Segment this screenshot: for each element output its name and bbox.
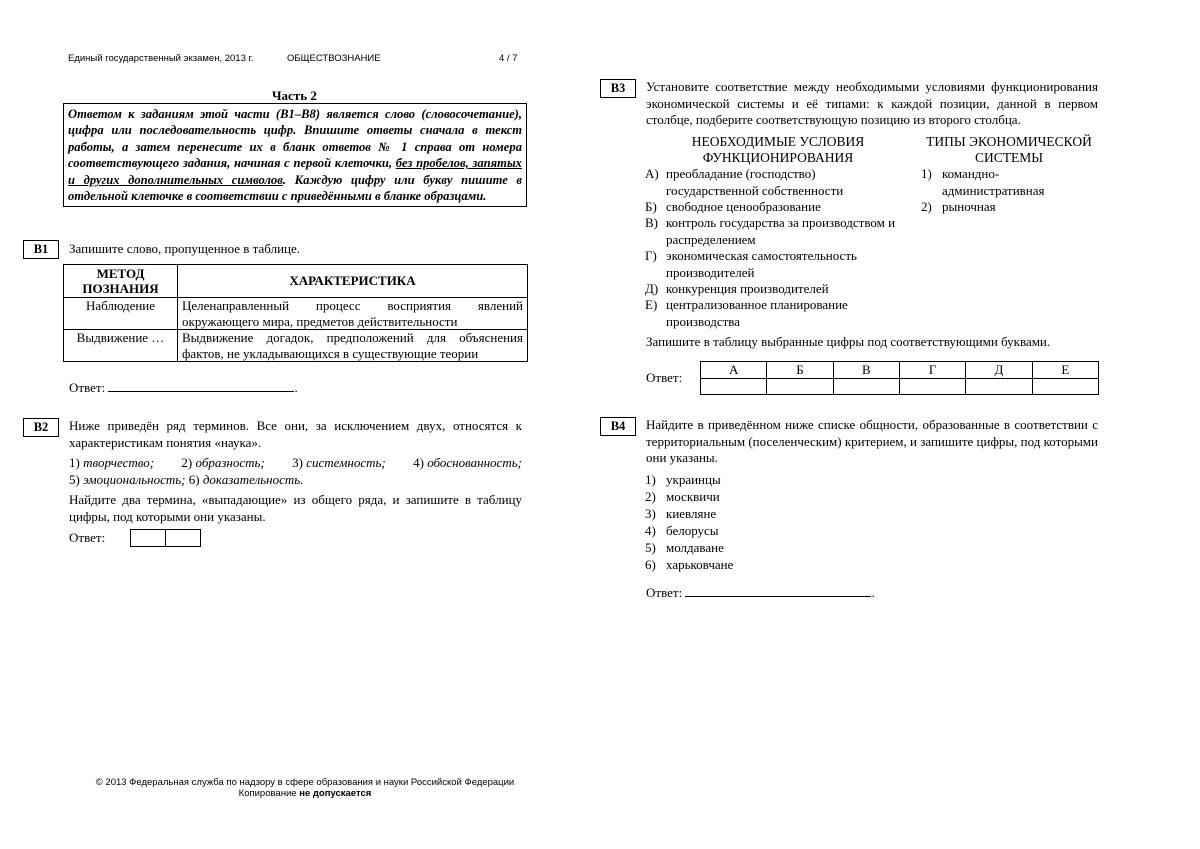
b1-row2-desc: Выдвижение догадок, предположений для объяснения фактов, не укладывающихся в существующие теории bbox=[178, 330, 528, 362]
part-title: Часть 2 bbox=[272, 88, 317, 103]
b4-item: 4) белорусы bbox=[645, 523, 719, 538]
b2-term3: системность; bbox=[306, 455, 386, 470]
b3-types-list bbox=[921, 165, 1081, 215]
b3-letter-e: Е bbox=[1032, 362, 1098, 379]
b3-type: 1) командно-административная bbox=[921, 166, 1045, 198]
b3-instruction: Запишите в таблицу выбранные цифры под соответствующими буквами. bbox=[646, 334, 1051, 349]
b2-term6: доказательность. bbox=[202, 471, 304, 487]
question-number-b4: B4 bbox=[600, 417, 636, 436]
b2-answer-boxes bbox=[130, 529, 201, 547]
b4-item: 2) москвичи bbox=[645, 489, 720, 504]
b1-row1-method: Наблюдение bbox=[64, 298, 178, 330]
b3-condition: В) контроль государства за производством и распределением bbox=[645, 215, 896, 247]
b3-answer-cell[interactable] bbox=[899, 378, 965, 394]
b2-answer-cell[interactable] bbox=[130, 529, 166, 547]
b3-letter-b: Б bbox=[767, 362, 833, 379]
subject-title: ОБЩЕСТВОЗНАНИЕ bbox=[287, 53, 381, 64]
instructions-underlined: без пробелов, запятых и других дополнительных символов bbox=[68, 156, 522, 187]
b2-answer-cell[interactable] bbox=[166, 529, 201, 547]
b2-term3-num: 3) bbox=[292, 455, 303, 470]
copyright: © 2013 Федеральная служба по надзору в сфере образования и науки Российской Федерации bbox=[95, 777, 515, 788]
b2-term2: образность; bbox=[195, 455, 265, 470]
b3-answer-cell[interactable] bbox=[701, 378, 767, 394]
b3-answer-cell[interactable] bbox=[966, 378, 1032, 394]
footer bbox=[40, 777, 570, 799]
b1-answer-field[interactable] bbox=[108, 379, 294, 392]
b2-terms bbox=[69, 455, 522, 488]
b2-term1: творчество; bbox=[83, 455, 155, 470]
b1-row2-method: Выдвижение … bbox=[64, 330, 178, 362]
b4-answer-row: Ответ: . bbox=[646, 585, 875, 600]
b4-item: 6) харьковчане bbox=[645, 557, 734, 572]
b4-item: 1) украинцы bbox=[645, 472, 721, 487]
b3-answer-table bbox=[700, 361, 1099, 395]
b3-prompt: Установите соответствие между необходимыми условиями функционирования экономической системы и её типами: к каждой позиции, данной в первом столбце, подберите соответствующую позицию из второго столбца. bbox=[646, 79, 1098, 127]
b2-prompt: Ниже приведён ряд терминов. Все они, за исключением двух, относятся к характеристикам понятия «наука». bbox=[69, 418, 522, 450]
b2-term4-num: 4) bbox=[413, 455, 424, 470]
b2-answer-label: Ответ: bbox=[69, 530, 106, 545]
b3-condition: Г) экономическая самостоятельность производителей bbox=[645, 248, 857, 280]
b4-answer-field[interactable] bbox=[685, 584, 871, 597]
b3-letter-v: В bbox=[833, 362, 899, 379]
b3-left-header: НЕОБХОДИМЫЕ УСЛОВИЯ ФУНКЦИОНИРОВАНИЯ bbox=[691, 134, 865, 165]
b3-answer-cell[interactable] bbox=[833, 378, 899, 394]
b3-type: 2) рыночная bbox=[921, 199, 996, 214]
instructions-text-1: Ответом к заданиям этой части (В1–В8) является слово (словосочетание), цифра или последовательность цифр. Впишите ответы сначала в текст работы, а затем перенесите их в бланк ответов № 1 справа от номера соответствующего задания, начиная с первой клеточки, bbox=[68, 107, 522, 171]
b2-term5-num: 5) bbox=[69, 471, 80, 487]
b4-answer-label: Ответ: bbox=[646, 585, 683, 600]
b1-col-desc-header: ХАРАКТЕРИСТИКА bbox=[178, 265, 528, 298]
b3-letter-a: А bbox=[701, 362, 767, 379]
b2-term2-num: 2) bbox=[181, 455, 193, 470]
b4-prompt: Найдите в приведённом ниже списке общности, образованные в соответствии с территориальным (поселенческим) критерием, и запишите цифры, под которыми они указаны. bbox=[646, 417, 1098, 465]
instructions-text-2: . Каждую цифру или букву пишите в отдельной клеточке в соответствии с приведёнными в бланке образцами. bbox=[68, 172, 522, 204]
question-number-b1: B1 bbox=[23, 240, 59, 259]
b2-term1-num: 1) bbox=[69, 455, 80, 470]
instructions-box bbox=[63, 103, 527, 207]
b2-term4: обоснованность; bbox=[427, 455, 522, 470]
b2-task: Найдите два термина, «выпадающие» из общего ряда, и запишите в таблицу цифры, под которыми они указаны. bbox=[69, 492, 522, 524]
b3-answer-label: Ответ: bbox=[646, 370, 683, 385]
b2-term5: эмоциональность; bbox=[83, 471, 186, 487]
copy-notice: Копирование не допускается bbox=[238, 788, 372, 799]
b3-condition: Д) конкуренция производителей bbox=[645, 281, 829, 296]
b3-answer-cell[interactable] bbox=[1032, 378, 1098, 394]
b1-prompt: Запишите слово, пропущенное в таблице. bbox=[69, 241, 300, 256]
b2-term6-num: 6) bbox=[188, 471, 200, 487]
b3-condition: Б) свободное ценообразование bbox=[645, 199, 821, 214]
b3-right-header: ТИПЫ ЭКОНОМИЧЕСКОЙ СИСТЕМЫ bbox=[926, 134, 1092, 165]
b4-items-list bbox=[645, 471, 845, 573]
page-number: 4 / 7 bbox=[499, 53, 518, 64]
b3-answer-cell[interactable] bbox=[767, 378, 833, 394]
b1-col-method-header: МЕТОД ПОЗНАНИЯ bbox=[64, 265, 178, 298]
b1-answer-label: Ответ: bbox=[69, 380, 106, 395]
question-number-b3: B3 bbox=[600, 79, 636, 98]
b1-row1-desc: Целенаправленный процесс восприятия явлений окружающего мира, предметов действительности bbox=[178, 298, 528, 330]
b3-condition: А) преобладание (господство) государственной собственности bbox=[645, 166, 844, 198]
b4-item: 3) киевляне bbox=[645, 506, 717, 521]
exam-title: Единый государственный экзамен, 2013 г. bbox=[68, 53, 254, 64]
question-number-b2: B2 bbox=[23, 418, 59, 437]
b3-condition: Е) централизованное планирование производства bbox=[645, 297, 848, 329]
b4-item: 5) молдаване bbox=[645, 540, 724, 555]
b1-answer-row: Ответ: . bbox=[69, 380, 298, 395]
b3-letter-g: Г bbox=[899, 362, 965, 379]
b1-table bbox=[63, 264, 528, 362]
b3-letter-d: Д bbox=[966, 362, 1032, 379]
b3-conditions-list bbox=[645, 165, 907, 329]
